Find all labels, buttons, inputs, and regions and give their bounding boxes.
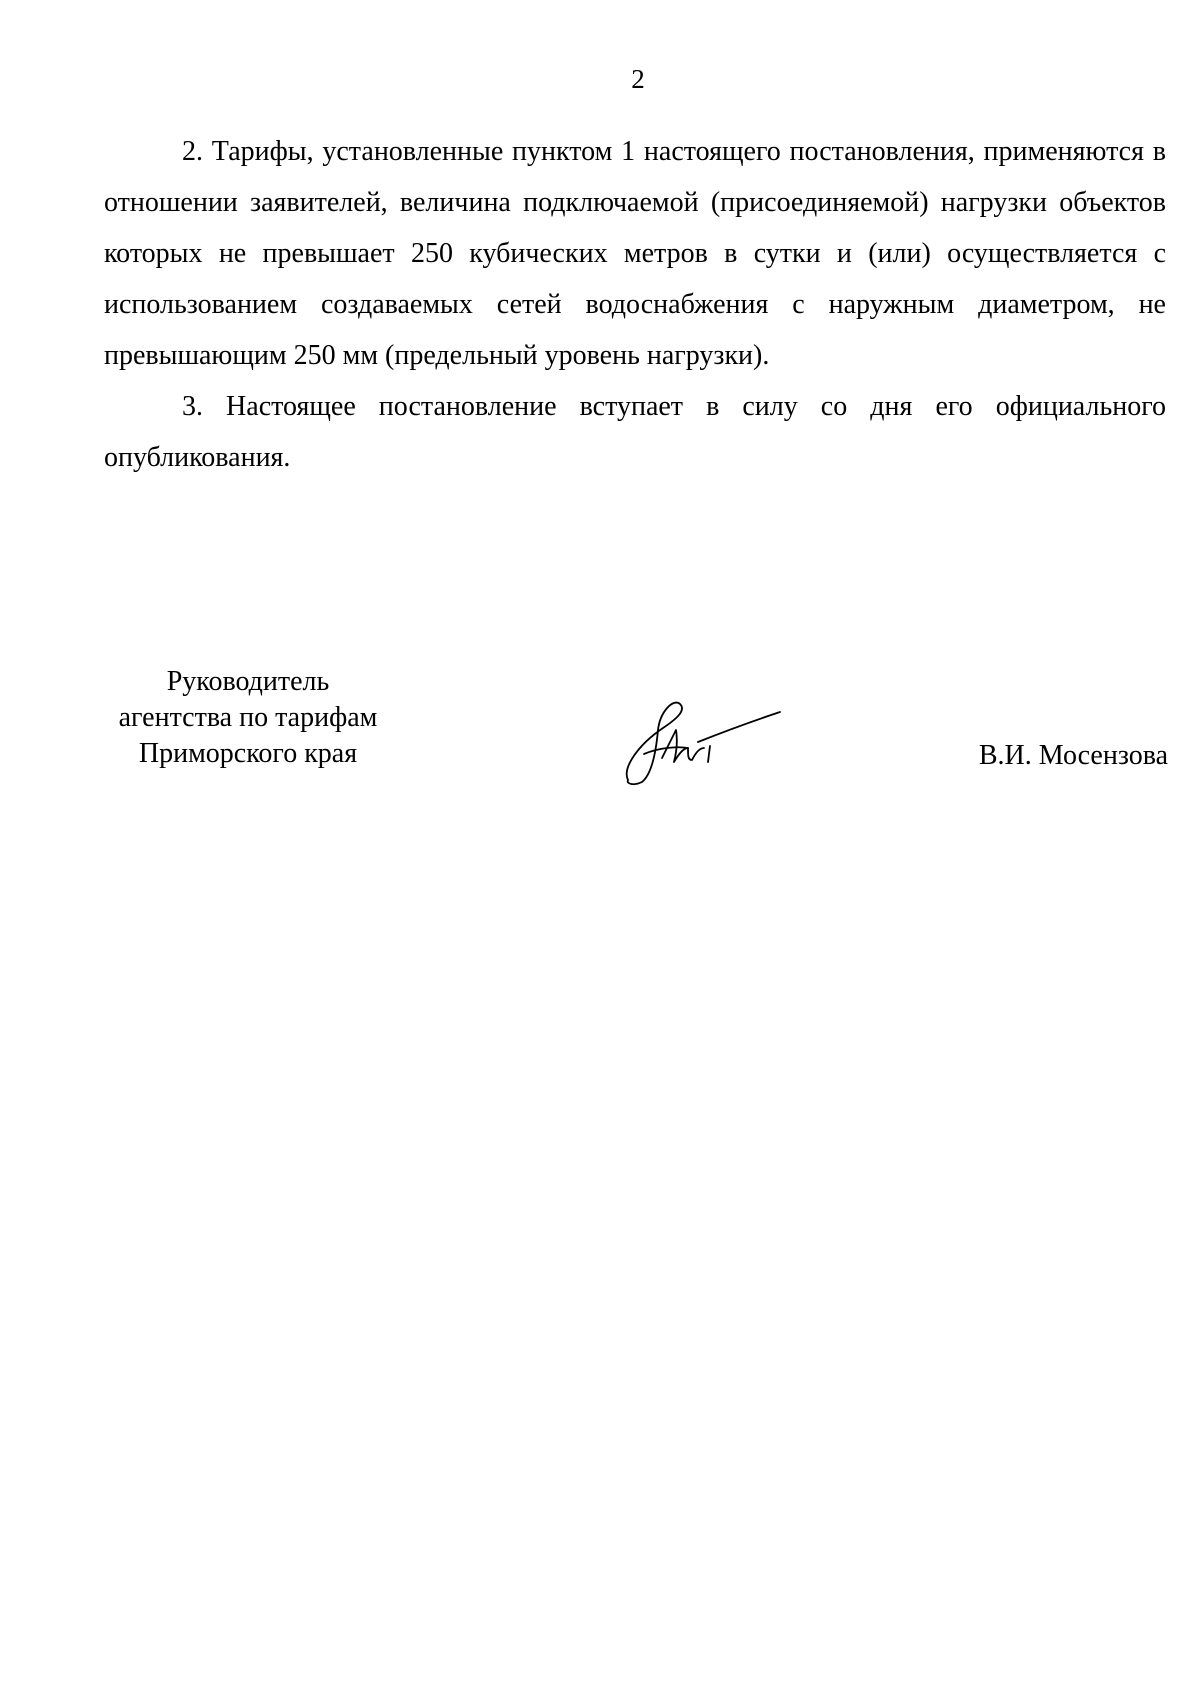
signatory-name: В.И. Мосензова [978, 740, 1168, 771]
signatory-title-line-1: Руководитель [166, 666, 330, 697]
document-body [104, 126, 1166, 483]
handwritten-signature-icon [618, 690, 788, 790]
paragraph-2: 2. Тарифы, установленные пунктом 1 настоящего постановления, применяются в отношении заявителей, величина подключаемой (присоединяемой) нагрузки объектов которых не превышает 250 кубических метров в сутки и (или) осуществляется с использованием создаваемых сетей водоснабжения с наружным диаметром, не превышающим 250 мм (предельный уровень нагрузки). [104, 136, 1166, 371]
paragraph-3: 3. Настоящее постановление вступает в силу со дня его официального опубликования. [104, 391, 1166, 473]
signatory-title-line-3: Приморского края [138, 738, 358, 769]
signatory-title [88, 664, 408, 772]
signatory-title-line-2: агентства по тарифам [118, 702, 378, 733]
page-number: 2 [631, 64, 645, 94]
